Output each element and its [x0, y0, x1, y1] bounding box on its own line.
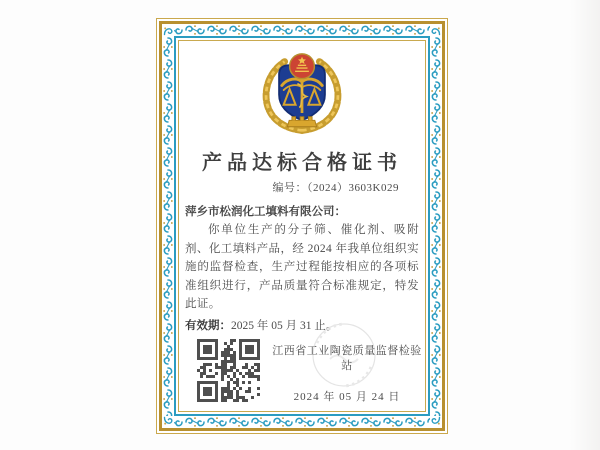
border-corner-scroll-icon [162, 24, 174, 36]
certificate-content [179, 41, 425, 411]
serial-number: （2024）3603K029 [307, 182, 399, 194]
serial-number-line [185, 181, 419, 196]
issuer-block [271, 339, 423, 405]
signature-block [185, 339, 422, 412]
border-ornament-bottom [162, 416, 442, 428]
issuer-name: 江西省工业陶瓷质量监督检验站 [272, 344, 422, 372]
validity-value: 2025 年 05 月 31 止。 [231, 319, 338, 332]
certificate [156, 18, 448, 434]
certificate-title: 产品达标合格证书 [202, 152, 402, 174]
inner-blue-rule [174, 36, 430, 416]
addressee-company: 萍乡市松润化工填料有限公司： [185, 206, 346, 218]
certificate-body-text: 你单位生产的分子筛、催化剂、吸附剂、化工填料产品，经 2024 年我单位组织实施的监督检查，生产过程能按相应的各项标准组织进行，产品质量符合标准规定，特发此证。 [185, 224, 419, 310]
issue-date: 2024 年 05 月 24 日 [293, 390, 401, 403]
inner-gold-rule [178, 40, 426, 412]
qr-code [197, 339, 260, 402]
border-ornament-right [430, 36, 442, 416]
border-corner-scroll-icon [430, 416, 442, 428]
serial-label: 编号： [272, 182, 308, 194]
validity-line [185, 318, 419, 335]
certificate-border-frame [159, 21, 445, 431]
border-ornament-top [162, 24, 442, 36]
border-ornament-left [162, 36, 174, 416]
validity-label: 有效期： [185, 319, 231, 332]
border-corner-scroll-icon [430, 24, 442, 36]
market-supervision-emblem-icon [256, 47, 348, 135]
border-corner-scroll-icon [162, 416, 174, 428]
